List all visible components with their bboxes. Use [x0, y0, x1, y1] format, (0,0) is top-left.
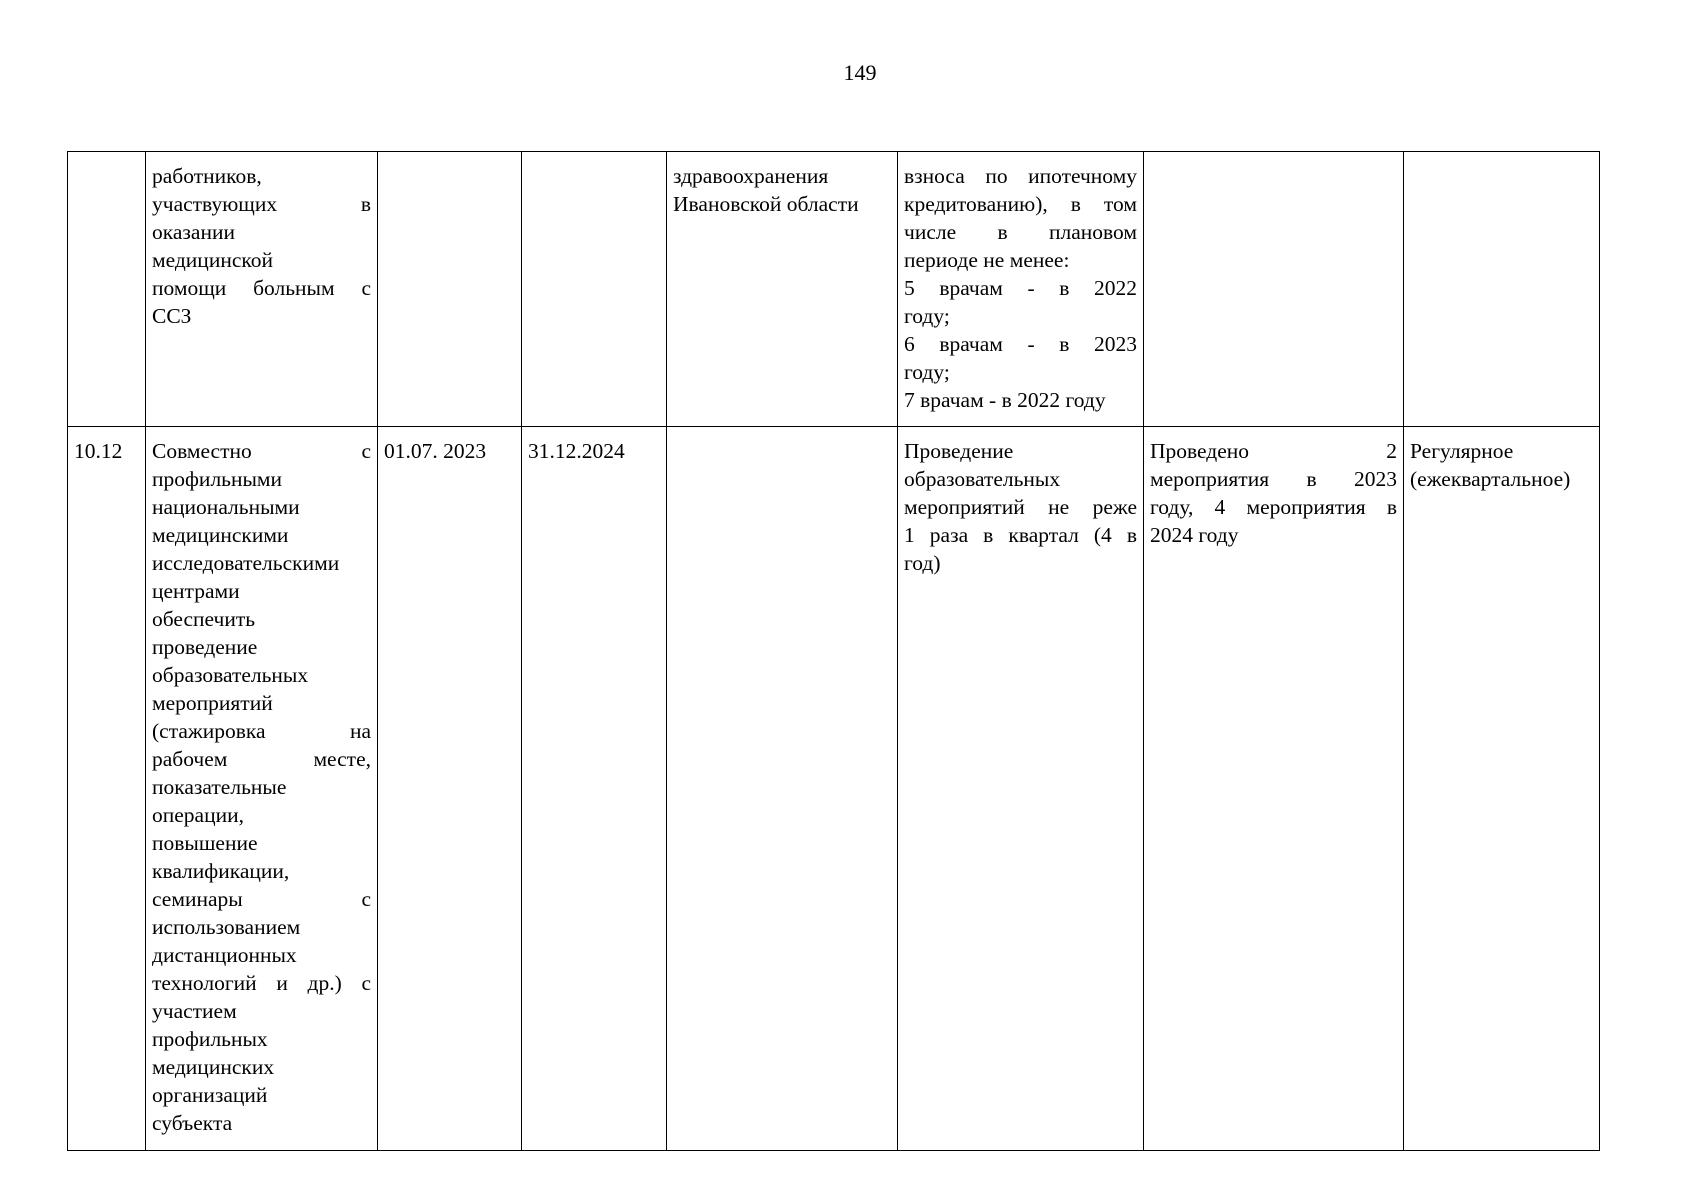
cell-type — [1404, 427, 1600, 1151]
cell-line: профильных — [152, 1027, 268, 1051]
plan-table — [67, 151, 1600, 1151]
cell-line: медицинской — [152, 248, 273, 272]
cell-line: Совместно с — [152, 439, 371, 463]
result-text — [904, 437, 1137, 577]
cell-responsible — [667, 427, 898, 1151]
cell-start-date — [378, 152, 522, 427]
cell-line: Проведение — [904, 439, 1014, 463]
cell-event — [146, 152, 378, 427]
cell-line: числе в плановом — [904, 220, 1137, 244]
cell-line: 6 врачам - в 2023 — [904, 332, 1137, 356]
cell-line: повышение — [152, 831, 258, 855]
cell-line: 5 врачам - в 2022 — [904, 276, 1137, 300]
event-text — [152, 162, 371, 330]
cell-line: ССЗ — [152, 304, 192, 328]
cell-line: центрами — [152, 579, 240, 603]
cell-line: организаций — [152, 1083, 268, 1107]
cell-line: участием — [152, 999, 237, 1023]
cell-line: проведение — [152, 635, 258, 659]
result-text — [904, 162, 1137, 414]
cell-line: здравоохранения — [673, 164, 829, 188]
cell-line: исследовательскими — [152, 551, 340, 575]
cell-start-date: 01.07. 2023 — [378, 427, 522, 1151]
cell-line: работников, — [152, 164, 262, 188]
cell-line: оказании — [152, 220, 235, 244]
page-number: 149 — [843, 60, 877, 85]
cell-line: мероприятий — [152, 691, 273, 715]
cell-line: образовательных — [152, 663, 309, 687]
cell-line: (ежеквартальное) — [1410, 467, 1571, 491]
cell-end-date: 31.12.2024 — [522, 427, 667, 1151]
responsible-text — [673, 162, 891, 218]
cell-line: субъекта — [152, 1111, 233, 1135]
cell-line: Проведено 2 — [1150, 439, 1397, 463]
cell-line: семинары с — [152, 887, 371, 911]
cell-line: 2024 году — [1150, 523, 1239, 547]
cell-line: медицинских — [152, 1055, 275, 1079]
cell-line: году; — [904, 360, 950, 384]
cell-line: технологий и др.) с — [152, 971, 371, 995]
cell-line: профильными — [152, 467, 283, 491]
cell-line: операции, — [152, 803, 244, 827]
cell-number — [68, 152, 146, 427]
cell-line: квалификации, — [152, 859, 290, 883]
cell-line: (стажировка на — [152, 719, 371, 743]
cell-line: национальными — [152, 495, 300, 519]
cell-line: образовательных — [904, 467, 1061, 491]
table-row — [68, 152, 1600, 427]
cell-line: помощи больным с — [152, 276, 371, 300]
cell-line: медицинскими — [152, 523, 289, 547]
cell-line: обеспечить — [152, 607, 256, 631]
cell-indicator — [1144, 152, 1404, 427]
cell-line: году; — [904, 304, 950, 328]
cell-line: рабочем месте, — [152, 747, 371, 771]
cell-line: год) — [904, 551, 941, 575]
cell-result — [898, 427, 1144, 1151]
event-text — [152, 437, 371, 1137]
cell-line: Ивановской области — [673, 192, 859, 216]
indicator-text — [1150, 437, 1397, 549]
cell-line: участвующих в — [152, 192, 371, 216]
cell-line: году, 4 мероприятия в — [1150, 495, 1397, 519]
cell-line: Регулярное — [1410, 439, 1514, 463]
cell-line: дистанционных — [152, 943, 297, 967]
cell-line: 7 врачам - в 2022 году — [904, 388, 1106, 412]
cell-type — [1404, 152, 1600, 427]
cell-line: периоде не менее: — [904, 248, 1070, 272]
cell-line: показательные — [152, 775, 287, 799]
cell-result — [898, 152, 1144, 427]
type-text — [1410, 437, 1593, 493]
cell-line: мероприятия в 2023 — [1150, 467, 1397, 491]
table-row — [68, 427, 1600, 1151]
cell-event — [146, 427, 378, 1151]
cell-number: 10.12 — [68, 427, 146, 1151]
cell-end-date — [522, 152, 667, 427]
cell-responsible — [667, 152, 898, 427]
cell-indicator — [1144, 427, 1404, 1151]
cell-line: 1 раза в квартал (4 в — [904, 523, 1137, 547]
cell-line: кредитованию), в том — [904, 192, 1137, 216]
cell-line: мероприятий не реже — [904, 495, 1137, 519]
cell-line: использованием — [152, 915, 301, 939]
cell-line: взноса по ипотечному — [904, 164, 1137, 188]
